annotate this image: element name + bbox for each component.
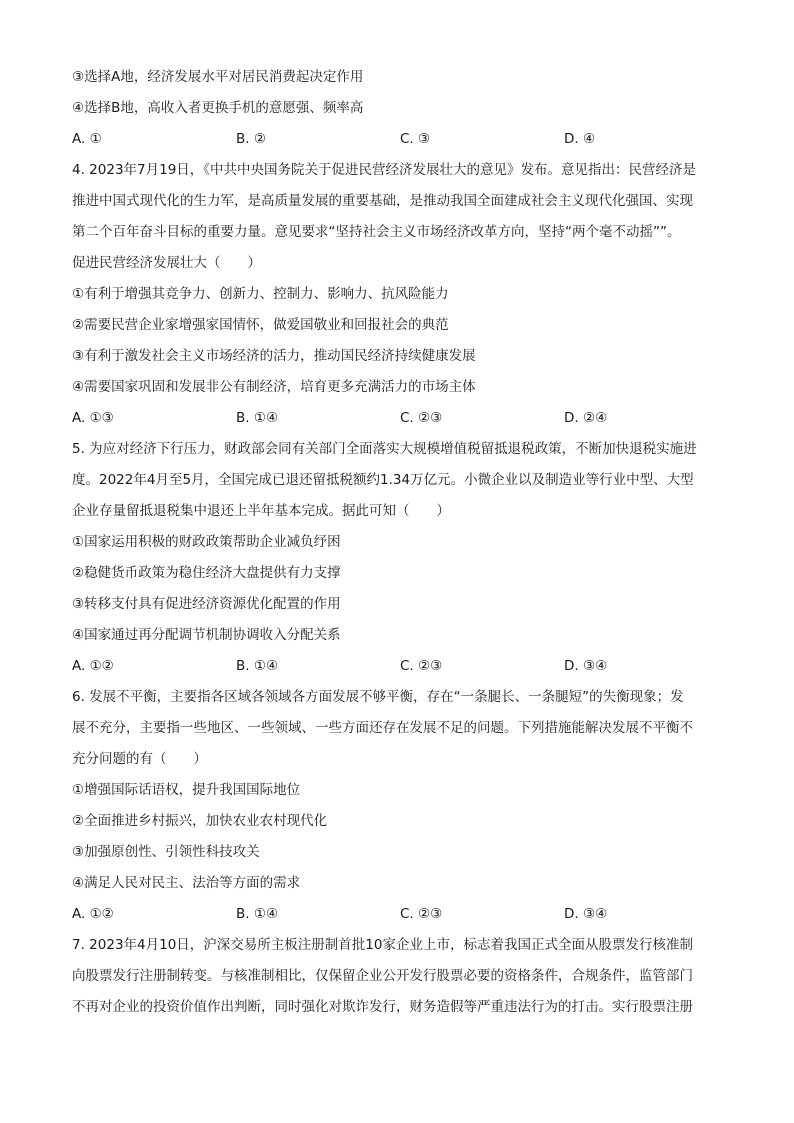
question-7 [72,930,732,1023]
q6-item-2: ②全面推进乡村振兴，加快农业农村现代化 [72,813,328,829]
question-6 [72,682,732,930]
q5-item-4: ④国家通过再分配调节机制协调收入分配关系 [72,627,341,643]
q4-item-3: ③有利于激发社会主义市场经济的活力，推动国民经济持续健康发展 [72,348,476,364]
q4-option-a[interactable]: A. ①③ [72,410,114,426]
q5-option-b[interactable]: B. ①④ [236,658,279,674]
q6-option-c[interactable]: C. ②③ [400,906,443,922]
q4-item-4: ④需要国家巩固和发展非公有制经济，培育更多充满活力的市场主体 [72,379,476,395]
q3-item-4: ④选择B地，高收入者更换手机的意愿强、频率高 [72,100,364,116]
q6-options [72,899,732,930]
question-3 [72,62,732,155]
q3-item-3: ③选择A地，经济发展水平对居民消费起决定作用 [72,69,364,85]
q7-stem-line: 向股票发行注册制转变。与核准制相比，仅保留企业公开发行股票必要的资格条件，合规条件，监管部门 [72,968,693,984]
q4-stem-line: 推进中国式现代化的生力军，是高质量发展的重要基础，是推动我国全面建成社会主义现代化强国、实现 [72,193,693,209]
q7-stem-line: 7. 2023年4月10日，沪深交易所主板注册制首批10家企业上市，标志着我国正式全面从股票发行核准制 [72,937,693,953]
q4-stem-line: 促进民营经济发展壮大（ ） [72,255,261,271]
q5-option-d[interactable]: D. ③④ [564,658,608,674]
q4-option-c[interactable]: C. ②③ [400,410,443,426]
q6-stem-line: 充分问题的有（ ） [72,751,207,767]
q4-item-1: ①有利于增强其竞争力、创新力、控制力、影响力、抗风险能力 [72,286,449,302]
q5-option-c[interactable]: C. ②③ [400,658,443,674]
q6-option-d[interactable]: D. ③④ [564,906,608,922]
q4-item-2: ②需要民营企业家增强家国情怀，做爱国敬业和回报社会的典范 [72,317,449,333]
q4-option-b[interactable]: B. ①④ [236,410,279,426]
question-5 [72,434,732,682]
q6-stem-line: 6. 发展不平衡，主要指各区域各领域各方面发展不够平衡，存在“一条腿长、一条腿短”的失衡现象；发 [72,689,684,705]
q6-item-1: ①增强国际话语权，提升我国国际地位 [72,782,301,798]
q5-item-3: ③转移支付具有促进经济资源优化配置的作用 [72,596,341,612]
q3-option-c[interactable]: C. ③ [400,131,431,147]
q5-stem-line: 5. 为应对经济下行压力，财政部会同有关部门全面落实大规模增值税留抵退税政策，不断加快退税实施进 [72,441,697,457]
q3-option-a[interactable]: A. ① [72,131,102,147]
q3-option-d[interactable]: D. ④ [564,131,596,147]
q4-option-d[interactable]: D. ②④ [564,410,608,426]
q3-options [72,124,732,155]
q5-item-1: ①国家运用积极的财政政策帮助企业减负纾困 [72,534,341,550]
q5-stem-line: 度。2022年4月至5月，全国完成已退还留抵税额约1.34万亿元。小微企业以及制造业等行业中型、大型 [72,472,694,488]
q5-options [72,651,732,682]
q6-item-4: ④满足人民对民主、法治等方面的需求 [72,875,301,891]
q6-option-b[interactable]: B. ①④ [236,906,279,922]
q5-stem-line: 企业存量留抵退税集中退还上半年基本完成。据此可知（ ） [72,503,450,519]
q4-options [72,403,732,434]
exam-page [72,62,732,1023]
q7-stem-line: 不再对企业的投资价值作出判断，同时强化对欺诈发行，财务造假等严重违法行为的打击。实行股票注册 [72,999,693,1015]
q4-stem-line: 4. 2023年7月19日，《中共中央国务院关于促进民营经济发展壮大的意见》发布。意见指出：民营经济是 [72,162,697,178]
q3-option-b[interactable]: B. ② [236,131,266,147]
q5-item-2: ②稳健货币政策为稳住经济大盘提供有力支撑 [72,565,341,581]
q4-stem-line: 第二个百年奋斗目标的重要力量。意见要求“坚持社会主义市场经济改革方向，坚持“两个毫不动摇””。 [72,224,681,240]
q5-option-a[interactable]: A. ①② [72,658,114,674]
q6-option-a[interactable]: A. ①② [72,906,114,922]
q6-stem-line: 展不充分，主要指一些地区、一些领域、一些方面还存在发展不足的问题。下列措施能解决发展不平衡不 [72,720,693,736]
q6-item-3: ③加强原创性、引领性科技攻关 [72,844,260,860]
question-4 [72,155,732,434]
